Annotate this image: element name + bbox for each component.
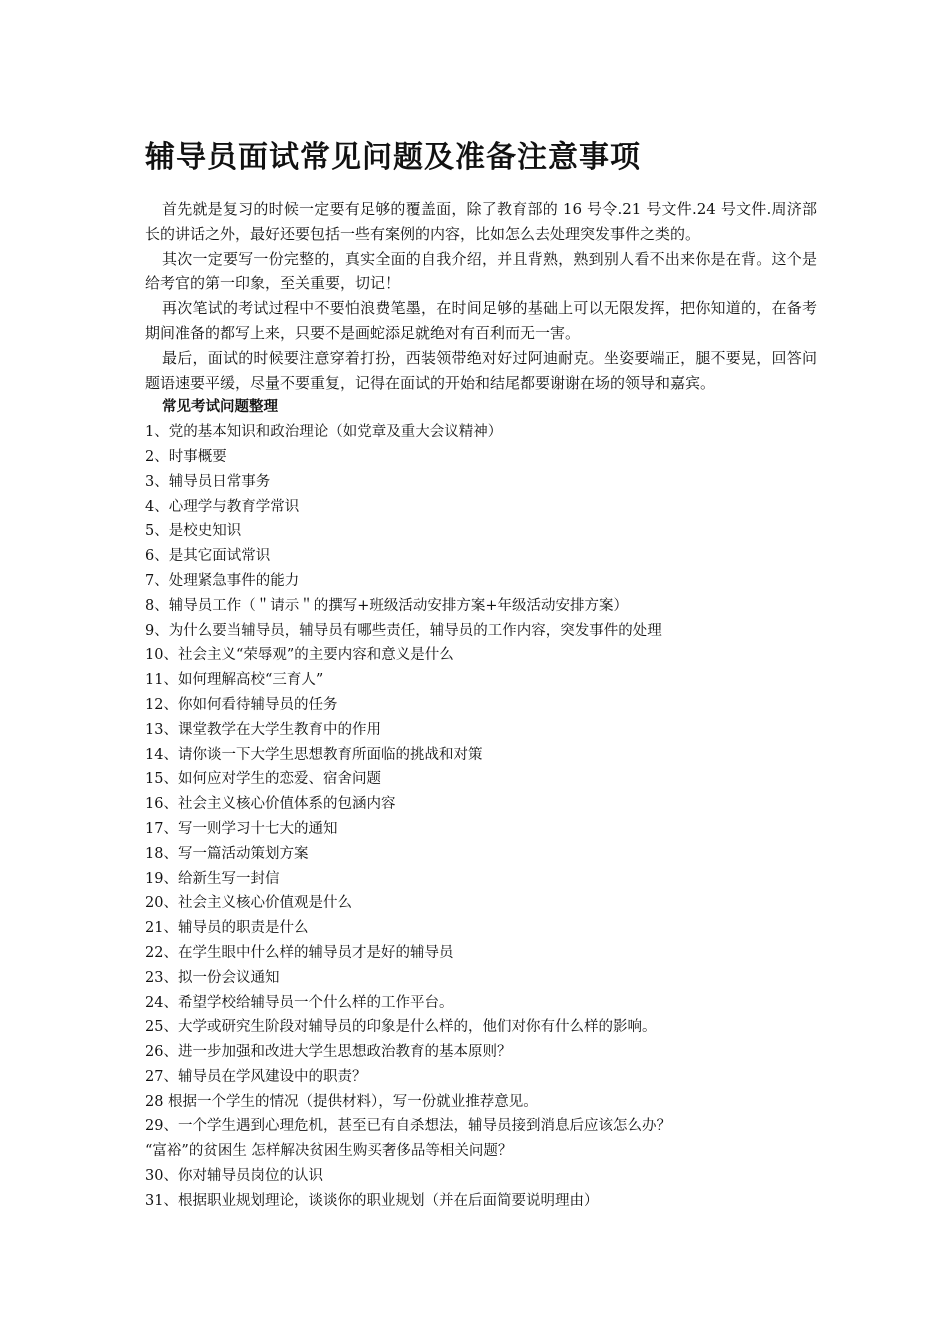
question-item: 18、写一篇活动策划方案 (145, 845, 309, 862)
question-item: 3、辅导员日常事务 (145, 473, 271, 490)
paragraph-self-introduction: 其次一定要写一份完整的，真实全面的自我介绍，并且背熟，熟到别人看不出来你是在背。这个是给考官的第一印象，至关重要，切记！ (145, 249, 817, 293)
question-item: 10、社会主义“荣辱观”的主要内容和意义是什么 (145, 647, 454, 664)
question-item: 8、辅导员工作（＂请示＂的撰写+班级活动安排方案+年级活动安排方案） (145, 597, 629, 614)
question-item: 13、课堂教学在大学生教育中的作用 (145, 721, 381, 738)
question-item: 11、如何理解高校“三育人” (145, 672, 324, 689)
question-item: 22、在学生眼中什么样的辅导员才是好的辅导员 (145, 944, 454, 961)
paragraph-review: 首先就是复习的时候一定要有足够的覆盖面，除了教育部的 16 号令.21 号文件.24 号文件.周济部长的讲话之外，最好还要包括一些有案例的内容，比如怎么去处理突发事件之类的。 (145, 200, 817, 243)
document-body (145, 197, 817, 1214)
paragraph-interview-appearance: 最后，面试的时候要注意穿着打扮，西装领带绝对好过阿迪耐克。坐姿要端正，腿不要晃，回答问题语速要平缓，尽量不要重复，记得在面试的开始和结尾都要谢谢在场的领导和嘉宾。 (145, 348, 817, 392)
question-item: 2、时事概要 (145, 448, 227, 465)
question-item: 26、进一步加强和改进大学生思想政治教育的基本原则？ (145, 1044, 512, 1061)
question-list (145, 420, 817, 1214)
question-item: 14、请你谈一下大学生思想教育所面临的挑战和对策 (145, 746, 483, 763)
question-item: 19、给新生写一封信 (145, 870, 280, 887)
question-item: 9、为什么要当辅导员，辅导员有哪些责任，辅导员的工作内容，突发事件的处理 (145, 622, 662, 639)
question-item: 6、是其它面试常识 (145, 548, 271, 565)
question-item: 28 根据一个学生的情况（提供材料），写一份就业推荐意见。 (145, 1093, 538, 1110)
question-item: “富裕”的贫困生 怎样解决贫困生购买奢侈品等相关问题？ (145, 1143, 513, 1160)
question-item: 12、你如何看待辅导员的任务 (145, 696, 338, 713)
question-item: 1、党的基本知识和政治理论（如党章及重大会议精神） (145, 424, 503, 441)
question-item: 17、写一则学习十七大的通知 (145, 820, 338, 837)
question-item: 31、根据职业规划理论，谈谈你的职业规划（并在后面简要说明理由） (145, 1192, 599, 1209)
question-item: 23、拟一份会议通知 (145, 969, 280, 986)
question-item: 29、一个学生遇到心理危机，甚至已有自杀想法，辅导员接到消息后应该怎么办？ (145, 1118, 671, 1135)
question-item: 5、是校史知识 (145, 523, 242, 540)
section-heading: 常见考试问题整理 (162, 398, 278, 416)
question-item: 16、社会主义核心价值体系的包涵内容 (145, 796, 396, 813)
question-item: 24、希望学校给辅导员一个什么样的工作平台。 (145, 994, 454, 1011)
question-item: 20、社会主义核心价值观是什么 (145, 895, 352, 912)
question-item: 30、你对辅导员岗位的认识 (145, 1168, 323, 1185)
question-item: 15、如何应对学生的恋爱、宿舍问题 (145, 771, 381, 788)
question-item: 4、心理学与教育学常识 (145, 498, 300, 515)
question-item: 7、处理紧急事件的能力 (145, 572, 300, 589)
document-title: 辅导员面试常见问题及准备注意事项 (145, 140, 641, 175)
paragraph-written-exam: 再次笔试的考试过程中不要怕浪费笔墨，在时间足够的基础上可以无限发挥，把你知道的，在备考期间准备的都写上来，只要不是画蛇添足就绝对有百利而无一害。 (145, 299, 817, 342)
question-item: 27、辅导员在学风建设中的职责？ (145, 1068, 367, 1085)
question-item: 21、辅导员的职责是什么 (145, 920, 309, 937)
question-item: 25、大学或研究生阶段对辅导员的印象是什么样的，他们对你有什么样的影响。 (145, 1019, 657, 1036)
